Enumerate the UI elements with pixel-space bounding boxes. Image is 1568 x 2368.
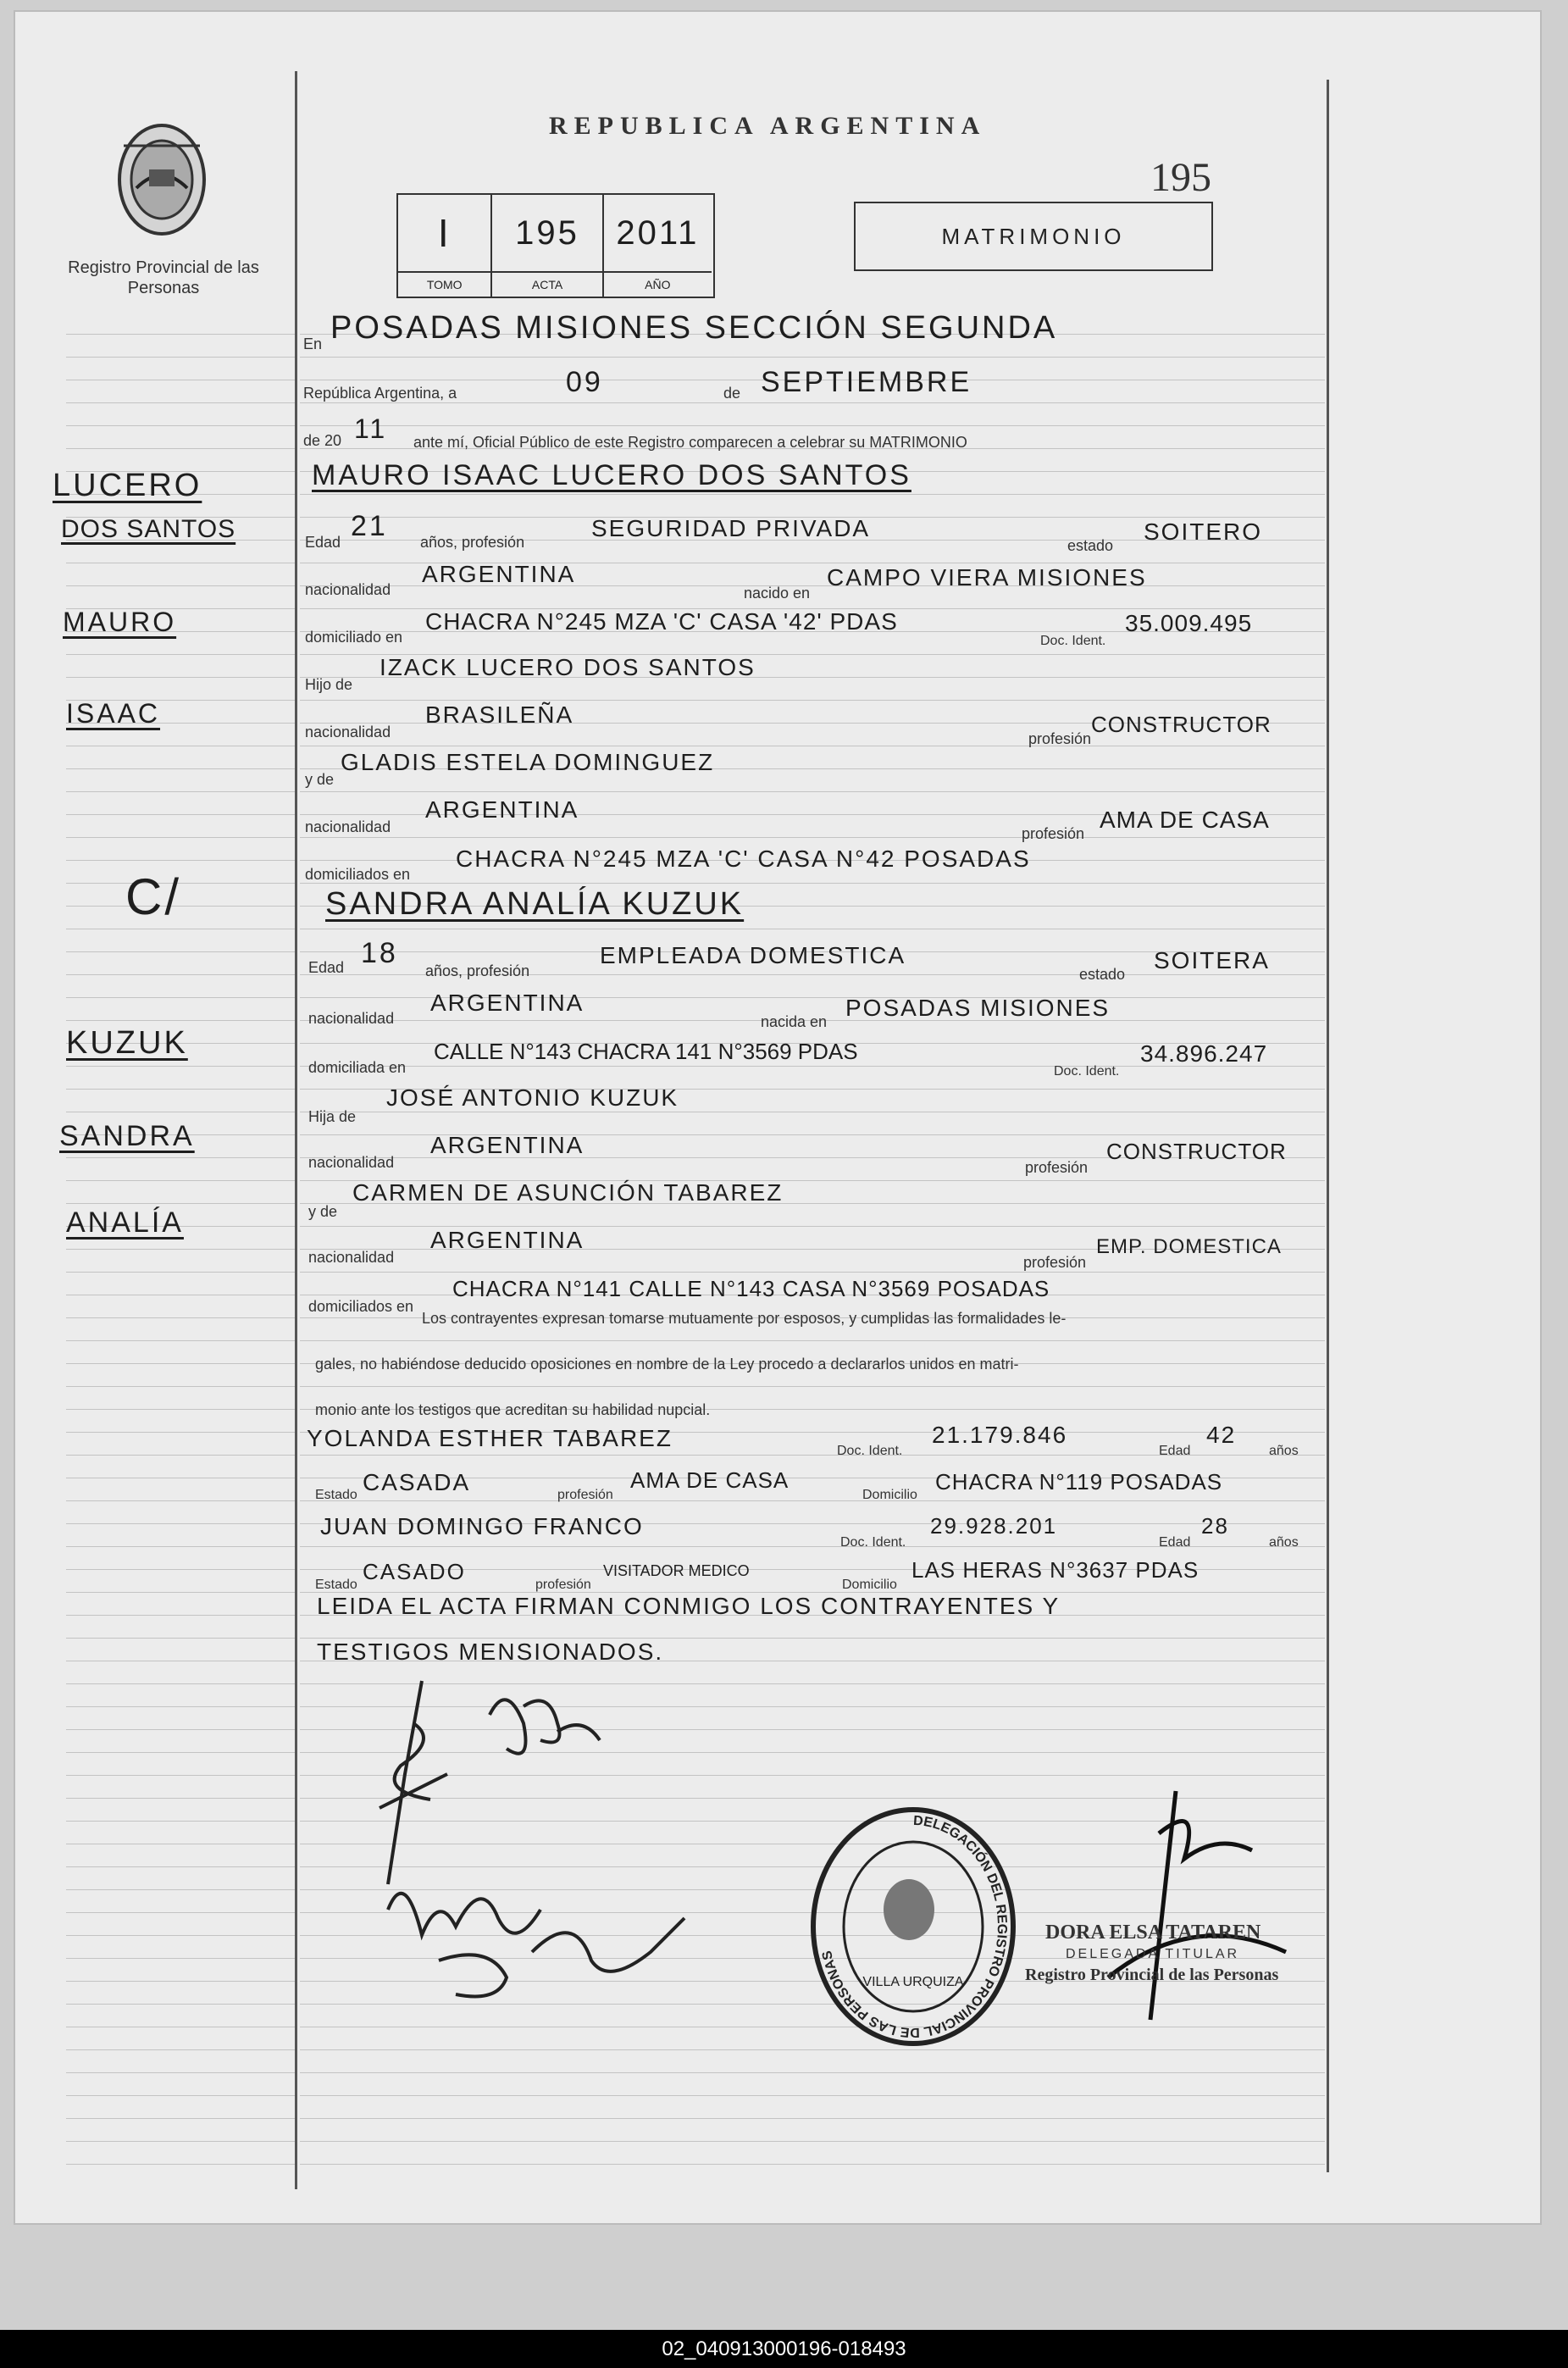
margin-rule bbox=[66, 1821, 295, 1822]
groom-birthplace: CAMPO VIERA MISIONES bbox=[827, 564, 1147, 591]
bride-parents-dom-label: domiciliados en bbox=[308, 1298, 414, 1315]
witness-1-address: CHACRA N°119 POSADAS bbox=[935, 1469, 1223, 1495]
bride-mother: CARMEN DE ASUNCIÓN TABAREZ bbox=[352, 1179, 784, 1206]
file-id-footer: 02_040913000196-018493 bbox=[0, 2330, 1568, 2368]
margin-rule bbox=[66, 1981, 295, 1982]
bride-mother-label: y de bbox=[308, 1203, 338, 1220]
margin-rule bbox=[66, 791, 295, 792]
witness-1-anios-label: años bbox=[1269, 1444, 1299, 1458]
body-rule bbox=[300, 883, 1325, 884]
groom-mother: GLADIS ESTELA DOMINGUEZ bbox=[341, 749, 715, 775]
groom-father-nationality: BRASILEÑA bbox=[425, 702, 574, 728]
margin-rule bbox=[66, 2072, 295, 2073]
margin-rule bbox=[66, 1157, 295, 1158]
bride-birthplace: POSADAS MISIONES bbox=[845, 995, 1111, 1021]
body-rule bbox=[300, 1500, 1325, 1501]
margin-rule bbox=[66, 402, 295, 403]
witness-1-name: YOLANDA ESTHER TABAREZ bbox=[307, 1425, 673, 1451]
witness-1-doc-label: Doc. Ident. bbox=[837, 1444, 903, 1458]
margin-rule bbox=[66, 997, 295, 998]
witness-2-estado-label: Estado bbox=[315, 1578, 357, 1592]
bride-mother-nationality: ARGENTINA bbox=[430, 1227, 585, 1253]
margin-rule bbox=[66, 1317, 295, 1318]
bride-mother-nat-label: nacionalidad bbox=[308, 1249, 395, 1266]
groom-address: CHACRA N°245 MZA 'C' CASA '42' PDAS bbox=[425, 608, 898, 635]
anio-value: 2011 bbox=[616, 214, 700, 252]
bride-profesion-label: años, profesión bbox=[425, 962, 530, 979]
witness-2-edad-label: Edad bbox=[1159, 1535, 1191, 1550]
margin-rule bbox=[66, 860, 295, 861]
margin-rule bbox=[66, 1203, 295, 1204]
groom-profesion-label: años, profesión bbox=[420, 534, 525, 551]
margin-rule bbox=[66, 837, 295, 838]
year-suffix: 11 bbox=[354, 413, 388, 444]
official-registry: Registro Provincial de las Personas bbox=[1025, 1966, 1279, 1984]
witness-2-doc: 29.928.201 bbox=[930, 1513, 1058, 1539]
record-box bbox=[396, 193, 715, 298]
margin-groom-given-2: ISAAC bbox=[66, 698, 161, 729]
bride-edad-label: Edad bbox=[308, 959, 345, 976]
witness-1-edad-label: Edad bbox=[1159, 1444, 1191, 1458]
margin-rule bbox=[66, 951, 295, 952]
declaration-line-3: monio ante los testigos que acreditan su habilidad nupcial. bbox=[315, 1401, 711, 1418]
margin-groom-surname-2: DOS SANTOS bbox=[61, 515, 236, 543]
registry-name: Registro Provincial de las Personas bbox=[68, 258, 259, 297]
groom-nacionalidad-label: nacionalidad bbox=[305, 581, 391, 598]
body-rule bbox=[300, 2164, 1325, 2165]
bride-father-prof-label: profesión bbox=[1025, 1159, 1089, 1176]
margin-rule bbox=[66, 654, 295, 655]
witness-2-dom-label: Domicilio bbox=[842, 1578, 897, 1592]
witness-1-status: CASADA bbox=[363, 1469, 471, 1495]
margin-rule bbox=[66, 1432, 295, 1433]
groom-mother-profession: AMA DE CASA bbox=[1100, 807, 1270, 833]
margin-rule bbox=[66, 425, 295, 426]
coat-of-arms-icon bbox=[107, 112, 217, 247]
month: SEPTIEMBRE bbox=[761, 366, 972, 398]
body-rule bbox=[300, 2095, 1325, 2096]
margin-rule bbox=[66, 768, 295, 769]
acta-label: ACTA bbox=[492, 273, 603, 297]
margin-groom-given-1: MAURO bbox=[63, 607, 177, 637]
body-rule bbox=[300, 425, 1325, 426]
groom-mother-nationality: ARGENTINA bbox=[425, 796, 579, 823]
witness-2-prof-label: profesión bbox=[535, 1578, 591, 1592]
margin-groom-surname-1: LUCERO bbox=[53, 468, 202, 503]
body-rule bbox=[300, 2118, 1325, 2119]
witness-1-age: 42 bbox=[1206, 1422, 1237, 1448]
body-rule bbox=[300, 2141, 1325, 2142]
groom-profession: SEGURIDAD PRIVADA bbox=[591, 515, 871, 541]
margin-rule bbox=[66, 2118, 295, 2119]
anio-label: AÑO bbox=[645, 278, 671, 291]
margin-rule bbox=[66, 448, 295, 449]
margin-rule bbox=[66, 1363, 295, 1364]
groom-name: MAURO ISAAC LUCERO DOS SANTOS bbox=[312, 459, 911, 491]
margin-rule bbox=[66, 1386, 295, 1387]
declaration-line-2: gales, no habiéndose deducido oposiciones en nombre de la Ley procedo a declararlos unidos en matri- bbox=[315, 1356, 1019, 1373]
country-title: REPUBLICA ARGENTINA bbox=[549, 112, 987, 140]
bride-profession: EMPLEADA DOMESTICA bbox=[600, 942, 906, 968]
margin-rule bbox=[66, 1500, 295, 1501]
bride-parents-address: CHACRA N°141 CALLE N°143 CASA N°3569 POSADAS bbox=[452, 1276, 1050, 1301]
de-label: de bbox=[723, 385, 741, 402]
bride-father-profession: CONSTRUCTOR bbox=[1106, 1139, 1287, 1164]
margin-rule bbox=[66, 2004, 295, 2005]
bride-estado-label: estado bbox=[1079, 966, 1126, 983]
year-prefix: de 20 bbox=[303, 432, 342, 449]
witness-1-profession: AMA DE CASA bbox=[630, 1467, 790, 1493]
groom-parents-address: CHACRA N°245 MZA 'C' CASA N°42 POSADAS bbox=[456, 846, 1031, 872]
groom-status: SOITERO bbox=[1144, 519, 1263, 545]
margin-rule bbox=[66, 2049, 295, 2050]
margin-rule bbox=[66, 1889, 295, 1890]
page-number: 195 bbox=[1150, 155, 1211, 200]
bride-doc-label: Doc. Ident. bbox=[1054, 1064, 1120, 1079]
witness-1-estado-label: Estado bbox=[315, 1488, 357, 1502]
witness-1-prof-label: profesión bbox=[557, 1488, 613, 1502]
document-type: MATRIMONIO bbox=[854, 202, 1213, 271]
groom-doc: 35.009.495 bbox=[1125, 610, 1253, 636]
bride-nacionalidad-label: nacionalidad bbox=[308, 1010, 395, 1027]
margin-rule bbox=[66, 1866, 295, 1867]
margin-rule bbox=[66, 357, 295, 358]
margin-rule bbox=[66, 1592, 295, 1593]
groom-estado-label: estado bbox=[1067, 537, 1114, 554]
bride-status: SOITERA bbox=[1154, 947, 1270, 973]
groom-edad-label: Edad bbox=[305, 534, 341, 551]
groom-domicilio-label: domiciliado en bbox=[305, 629, 403, 646]
margin-bride-given-2: ANALÍA bbox=[66, 1206, 184, 1239]
witness-1-dom-label: Domicilio bbox=[862, 1488, 917, 1502]
closing-line-2: TESTIGOS MENSIONADOS. bbox=[317, 1639, 664, 1665]
groom-father-profession: CONSTRUCTOR bbox=[1091, 712, 1272, 737]
body-rule bbox=[300, 700, 1325, 701]
margin-rule bbox=[66, 585, 295, 586]
margin-rule bbox=[66, 1523, 295, 1524]
margin-rule bbox=[66, 1912, 295, 1913]
margin-rule bbox=[66, 1455, 295, 1456]
groom-nacido-label: nacido en bbox=[744, 585, 811, 602]
margin-rule bbox=[66, 1615, 295, 1616]
witness-2-doc-label: Doc. Ident. bbox=[840, 1535, 906, 1550]
register-sheet bbox=[15, 12, 1540, 2223]
official-stamp-icon bbox=[803, 1800, 1023, 2054]
margin-rule bbox=[66, 1272, 295, 1273]
body-rule bbox=[300, 1386, 1325, 1387]
signature-witness-2 bbox=[524, 1901, 693, 2003]
margin-rule bbox=[66, 1020, 295, 1021]
body-rule bbox=[300, 2072, 1325, 2073]
margin-rule bbox=[66, 814, 295, 815]
witness-2-status: CASADO bbox=[363, 1559, 466, 1584]
groom-mother-nat-label: nacionalidad bbox=[305, 818, 391, 835]
tomo-value: I bbox=[398, 195, 492, 271]
bride-father-nationality: ARGENTINA bbox=[430, 1132, 585, 1158]
place: POSADAS MISIONES SECCIÓN SEGUNDA bbox=[330, 310, 1058, 346]
margin-rule bbox=[66, 1180, 295, 1181]
acta-value: 195 bbox=[492, 195, 603, 271]
margin-rule bbox=[66, 2164, 295, 2165]
groom-mother-prof-label: profesión bbox=[1022, 825, 1085, 842]
body-rule bbox=[300, 402, 1325, 403]
margin-rule bbox=[66, 2141, 295, 2142]
bride-name: SANDRA ANALÍA KUZUK bbox=[325, 886, 745, 922]
ante-text: ante mí, Oficial Público de este Registro comparecen a celebrar su MATRIMONIO bbox=[413, 434, 967, 451]
bride-doc: 34.896.247 bbox=[1140, 1040, 1268, 1067]
margin-rule bbox=[66, 1089, 295, 1090]
margin-rule bbox=[66, 677, 295, 678]
signature-bride bbox=[473, 1681, 608, 1791]
republica-label: República Argentina, a bbox=[303, 385, 457, 402]
margin-connector: C/ bbox=[125, 868, 181, 925]
margin-rule bbox=[66, 974, 295, 975]
groom-mother-label: y de bbox=[305, 771, 335, 788]
bride-mother-profession: EMP. DOMESTICA bbox=[1096, 1235, 1282, 1258]
groom-age: 21 bbox=[351, 510, 388, 542]
bride-nacida-label: nacida en bbox=[761, 1013, 828, 1030]
witness-2-profession: VISITADOR MEDICO bbox=[603, 1562, 750, 1579]
groom-father-prof-label: profesión bbox=[1028, 730, 1092, 747]
groom-father-nat-label: nacionalidad bbox=[305, 724, 391, 740]
bride-father: JOSÉ ANTONIO KUZUK bbox=[386, 1084, 679, 1111]
groom-father-label: Hijo de bbox=[305, 676, 353, 693]
margin-rule bbox=[66, 1935, 295, 1936]
bride-age: 18 bbox=[361, 937, 398, 969]
witness-2-name: JUAN DOMINGO FRANCO bbox=[320, 1513, 644, 1539]
bride-mother-prof-label: profesión bbox=[1023, 1254, 1087, 1271]
margin-rule bbox=[66, 1638, 295, 1639]
body-rule bbox=[300, 837, 1325, 838]
margin-rule bbox=[66, 1683, 295, 1684]
witness-2-address: LAS HERAS N°3637 PDAS bbox=[911, 1557, 1200, 1583]
margin-rule bbox=[66, 334, 295, 335]
margin-rule bbox=[66, 1409, 295, 1410]
witness-2-age: 28 bbox=[1201, 1513, 1229, 1539]
groom-parents-dom-label: domiciliados en bbox=[305, 866, 411, 883]
margin-rule bbox=[66, 1546, 295, 1547]
bride-nationality: ARGENTINA bbox=[430, 990, 585, 1016]
body-rule bbox=[300, 791, 1325, 792]
witness-2-anios-label: años bbox=[1269, 1535, 1299, 1550]
margin-bride-surname: KUZUK bbox=[66, 1025, 188, 1061]
body-rule bbox=[300, 1340, 1325, 1341]
bride-domicilio-label: domiciliada en bbox=[308, 1059, 407, 1076]
bride-father-label: Hija de bbox=[308, 1108, 357, 1125]
bride-father-nat-label: nacionalidad bbox=[308, 1154, 395, 1171]
margin-rule bbox=[66, 1752, 295, 1753]
declaration-line-1: Los contrayentes expresan tomarse mutuamente por esposos, y cumplidas las formalidades le- bbox=[422, 1310, 1067, 1327]
stamp-center-text: VILLA URQUIZA bbox=[862, 1975, 964, 1989]
groom-father: IZACK LUCERO DOS SANTOS bbox=[380, 654, 756, 680]
body-rule bbox=[300, 1272, 1325, 1273]
margin-rule bbox=[66, 1249, 295, 1250]
closing-line-1: LEIDA EL ACTA FIRMAN CONMIGO LOS CONTRAYENTES Y bbox=[317, 1593, 1061, 1619]
margin-rule bbox=[66, 1340, 295, 1341]
margin-rule bbox=[66, 1798, 295, 1799]
signature-official bbox=[1057, 1783, 1294, 2028]
margin-rule bbox=[66, 2095, 295, 2096]
en-label: En bbox=[303, 336, 323, 352]
margin-rule bbox=[66, 1569, 295, 1570]
margin-rule bbox=[66, 1958, 295, 1959]
margin-border bbox=[295, 71, 297, 2189]
day: 09 bbox=[566, 366, 603, 398]
margin-bride-given-1: SANDRA bbox=[59, 1120, 195, 1152]
stamp-ring-text: DELEGACIÓN DEL REGISTRO PROVINCIAL DE LAS PERSONAS bbox=[819, 1813, 1010, 2040]
margin-rule bbox=[66, 1775, 295, 1776]
right-border bbox=[1327, 80, 1329, 2172]
witness-1-doc: 21.179.846 bbox=[932, 1422, 1068, 1448]
groom-doc-label: Doc. Ident. bbox=[1040, 634, 1106, 648]
official-title: DELEGADA TITULAR bbox=[1066, 1947, 1240, 1961]
groom-nationality: ARGENTINA bbox=[422, 561, 576, 587]
body-rule bbox=[300, 357, 1325, 358]
bride-address: CALLE N°143 CHACRA 141 N°3569 PDAS bbox=[434, 1039, 858, 1064]
body-rule bbox=[300, 494, 1325, 495]
margin-rule bbox=[66, 1066, 295, 1067]
official-name: DORA ELSA TATAREN bbox=[1045, 1922, 1261, 1944]
tomo-label: TOMO bbox=[398, 273, 492, 297]
margin-rule bbox=[66, 1706, 295, 1707]
margin-rule bbox=[66, 1729, 295, 1730]
